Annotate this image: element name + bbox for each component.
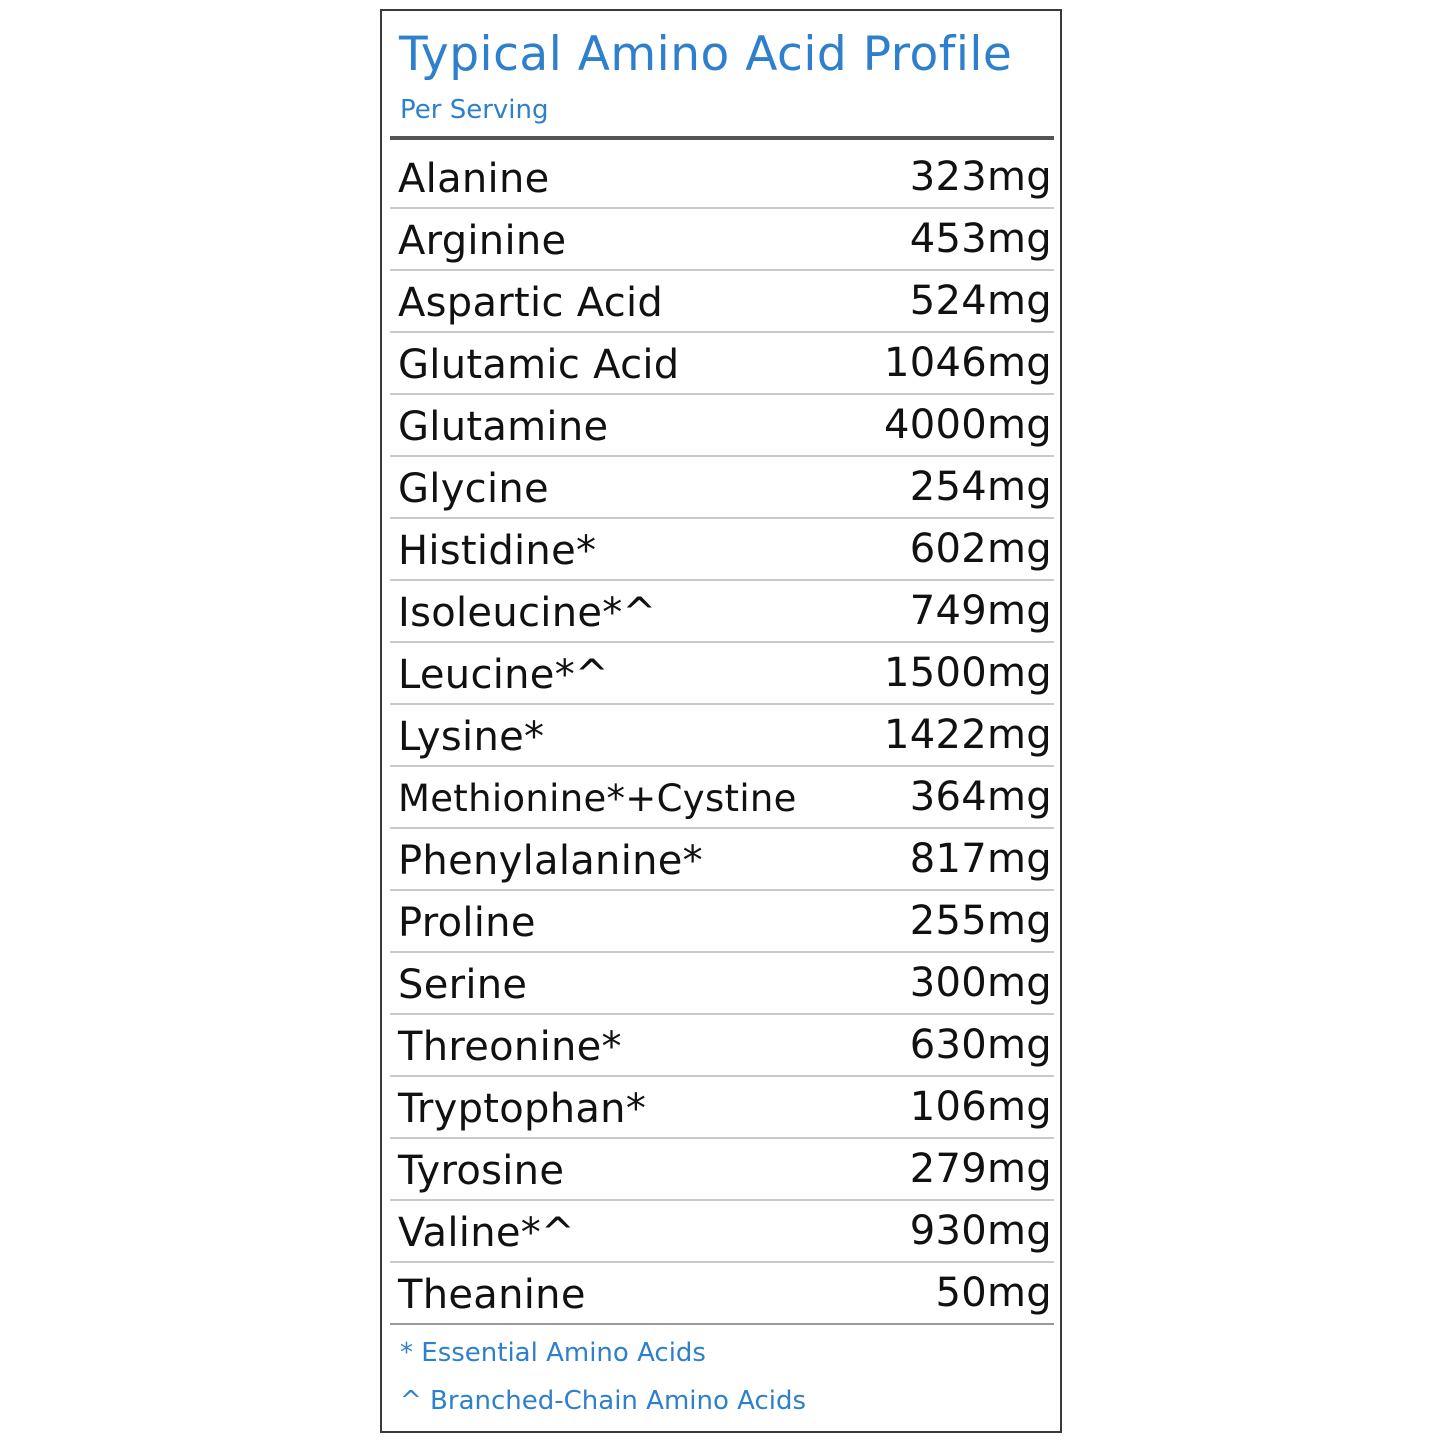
table-row <box>390 643 1054 705</box>
amino-acid-amount: 323mg <box>909 154 1052 200</box>
amino-acid-amount: 300mg <box>909 960 1052 1006</box>
amino-acid-name: Tryptophan* <box>398 1086 647 1132</box>
amino-acid-amount: 1422mg <box>884 712 1052 758</box>
table-row <box>390 1201 1054 1263</box>
profile-subtitle: Per Serving <box>400 95 549 125</box>
amino-acid-name: Aspartic Acid <box>398 280 664 326</box>
amino-acid-name: Valine*^ <box>398 1210 575 1256</box>
amino-acid-amount: 630mg <box>909 1022 1052 1068</box>
amino-acid-name: Theanine <box>398 1272 586 1318</box>
amino-acid-name: Proline <box>398 900 536 946</box>
amino-acid-amount: 50mg <box>935 1270 1052 1316</box>
amino-acid-name: Methionine*+Cystine <box>398 777 797 820</box>
amino-acid-name: Glutamine <box>398 404 609 450</box>
table-row <box>390 333 1054 395</box>
amino-acid-amount: 524mg <box>909 278 1052 324</box>
amino-acid-name: Histidine* <box>398 528 597 574</box>
table-row <box>390 519 1054 581</box>
amino-acid-amount: 279mg <box>909 1146 1052 1192</box>
amino-acid-amount: 817mg <box>909 836 1052 882</box>
table-row <box>390 1139 1054 1201</box>
footnote-bcaa: ^ Branched-Chain Amino Acids <box>400 1386 807 1416</box>
table-row <box>390 705 1054 767</box>
table-row <box>390 271 1054 333</box>
amino-acid-table <box>390 147 1054 1325</box>
amino-acid-amount: 453mg <box>909 216 1052 262</box>
amino-acid-name: Serine <box>398 962 528 1008</box>
amino-acid-name: Arginine <box>398 218 567 264</box>
amino-acid-name: Glutamic Acid <box>398 342 680 388</box>
amino-acid-amount: 1500mg <box>884 650 1052 696</box>
amino-acid-amount: 254mg <box>909 464 1052 510</box>
amino-acid-name: Glycine <box>398 466 549 512</box>
amino-acid-name: Phenylalanine* <box>398 838 703 884</box>
profile-title: Typical Amino Acid Profile <box>399 27 1013 82</box>
table-row <box>390 581 1054 643</box>
amino-acid-name: Alanine <box>398 156 550 202</box>
amino-acid-name: Lysine* <box>398 714 545 760</box>
table-row <box>390 1015 1054 1077</box>
header-divider <box>390 136 1054 140</box>
amino-acid-name: Threonine* <box>398 1024 622 1070</box>
table-row <box>390 147 1054 209</box>
table-row <box>390 953 1054 1015</box>
amino-acid-name: Leucine*^ <box>398 652 609 698</box>
table-row <box>390 891 1054 953</box>
amino-acid-amount: 602mg <box>909 526 1052 572</box>
amino-acid-amount: 106mg <box>909 1084 1052 1130</box>
amino-acid-amount: 1046mg <box>884 340 1052 386</box>
amino-acid-profile-panel <box>380 9 1062 1433</box>
table-row <box>390 1077 1054 1139</box>
amino-acid-amount: 749mg <box>909 588 1052 634</box>
table-row <box>390 395 1054 457</box>
amino-acid-name: Tyrosine <box>398 1148 565 1194</box>
table-row <box>390 1263 1054 1325</box>
footnote-essential: * Essential Amino Acids <box>400 1338 706 1368</box>
amino-acid-amount: 364mg <box>909 774 1052 820</box>
amino-acid-amount: 4000mg <box>884 402 1052 448</box>
amino-acid-amount: 930mg <box>909 1208 1052 1254</box>
amino-acid-amount: 255mg <box>909 898 1052 944</box>
table-row <box>390 829 1054 891</box>
table-row <box>390 767 1054 829</box>
table-row <box>390 209 1054 271</box>
table-row <box>390 457 1054 519</box>
amino-acid-name: Isoleucine*^ <box>398 590 657 636</box>
